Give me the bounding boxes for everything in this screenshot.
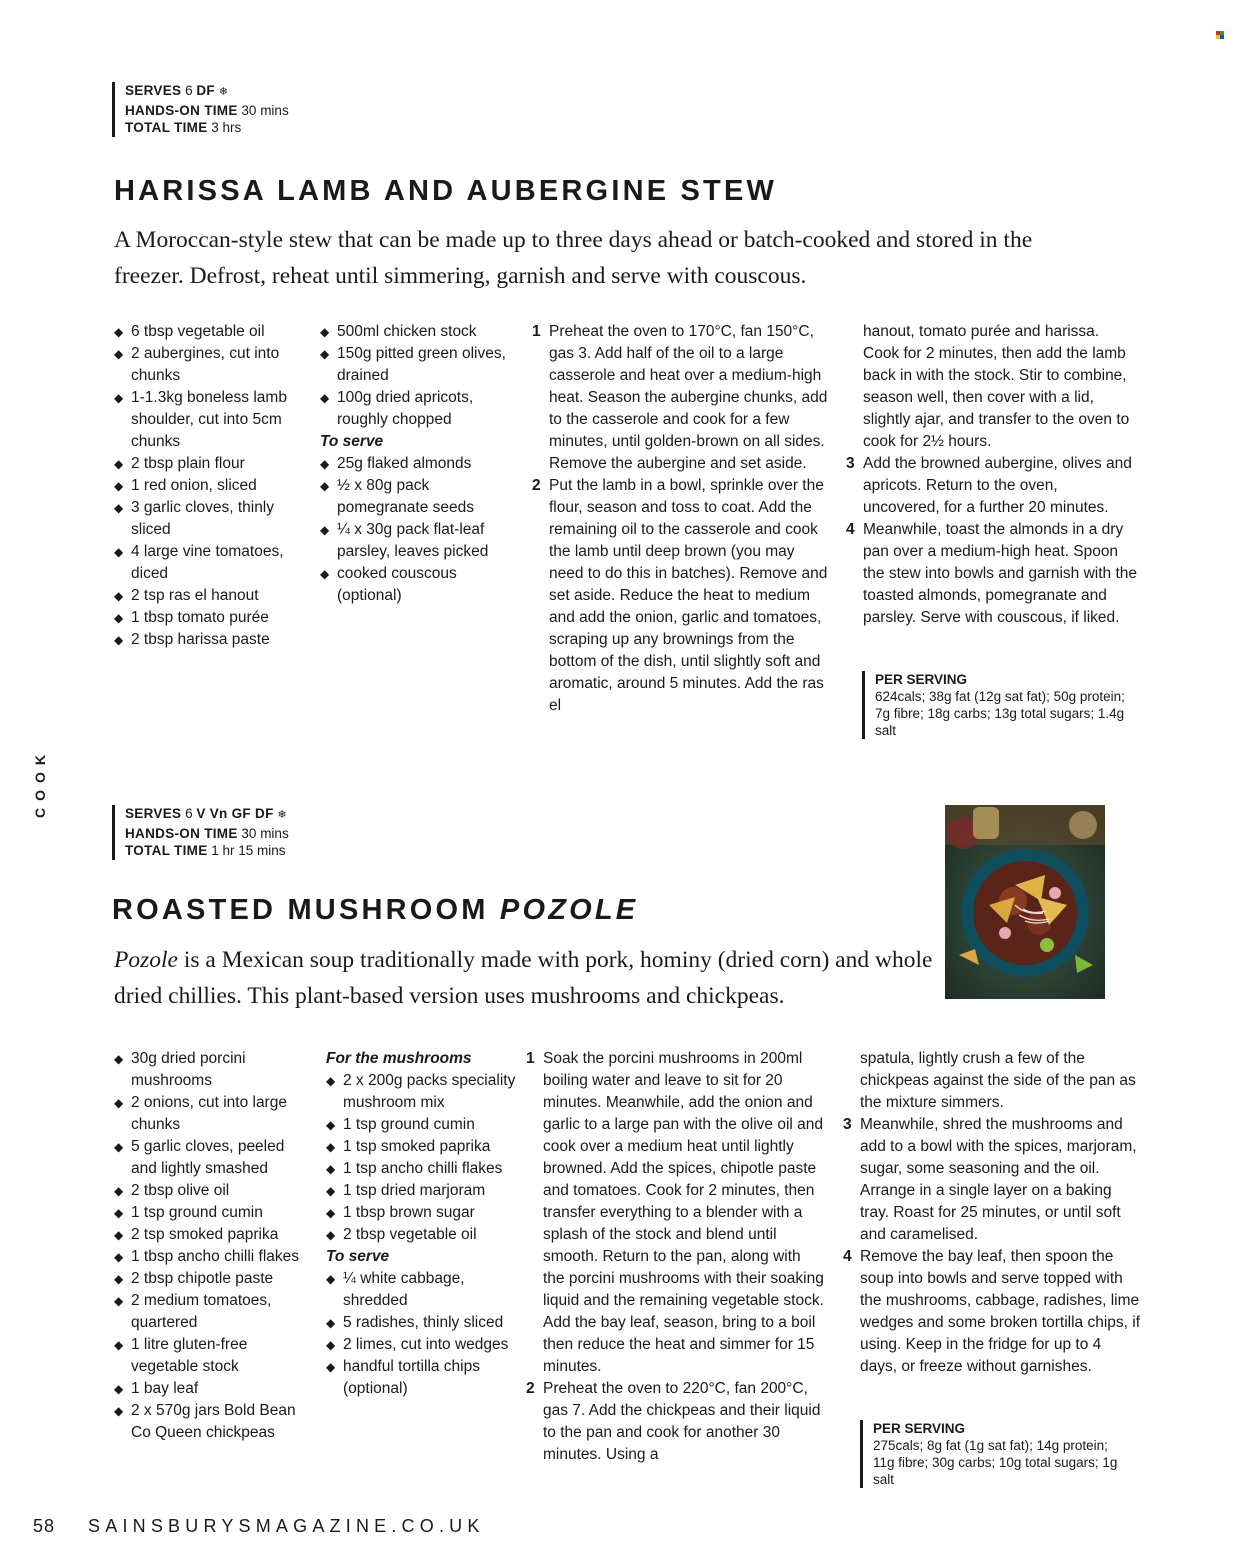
step-text: Preheat the oven to 170°C, fan 150°C, gas 3. Add half of the oil to a large casserole and heat over a medium-high heat. Season the aubergine chunks, add to the casserole and cook for a few minutes, until golden-brown on all sides. Remove the aubergine and set aside. <box>549 323 828 472</box>
step-text: Remove the bay leaf, then spoon the soup into bowls and serve topped with the mushrooms, cabbage, radishes, lime wedges and some broken tortilla chips, if using. Keep in the fridge for up to 4 days, or freeze without garnishes. <box>860 1248 1141 1375</box>
ingredient-item: ◆ 5 garlic cloves, peeled and lightly smashed <box>114 1136 314 1180</box>
recipe2-title: ROASTED MUSHROOM POZOLE <box>112 894 639 926</box>
step-number: 4 <box>843 1248 852 1265</box>
mushroom-item: ◆ 2 tbsp vegetable oil <box>326 1224 526 1246</box>
ingredient-item: ◆ 2 onions, cut into large chunks <box>114 1092 314 1136</box>
ingredient-item: ◆ 100g dried apricots, roughly chopped <box>320 387 520 431</box>
step-number: 2 <box>526 1380 535 1397</box>
ingredient-item: ◆ 6 tbsp vegetable oil <box>114 321 314 343</box>
recipe2-nutrition: PER SERVING 275cals; 8g fat (1g sat fat); 14g protein; 11g fibre; 30g carbs; 10g total sugars; 1g salt <box>860 1420 1130 1488</box>
method-step <box>526 1378 826 1466</box>
mushroom-item: ◆ 1 tsp ground cumin <box>326 1114 526 1136</box>
step-number: 3 <box>843 1116 852 1133</box>
recipe2-ingredients-col2 <box>326 1048 526 1400</box>
recipe2-serve-heading: To serve <box>326 1248 390 1265</box>
ingredient-item: ◆ 4 large vine tomatoes, diced <box>114 541 314 585</box>
website-link[interactable]: SAINSBURYSMAGAZINE.CO.UK <box>88 1516 485 1536</box>
ingredient-item: ◆ 500ml chicken stock <box>320 321 520 343</box>
recipe2-ingredients-col1 <box>114 1048 314 1444</box>
ingredient-item: ◆ 2 tsp smoked paprika <box>114 1224 314 1246</box>
method-step <box>846 519 1138 629</box>
method-step <box>532 475 832 717</box>
ingredient-item: ◆ 1 tbsp tomato purée <box>114 607 314 629</box>
step-text: Add the browned aubergine, olives and apricots. Return to the oven, uncovered, for a further 20 minutes. <box>863 455 1132 516</box>
serve-item: ◆ cooked couscous (optional) <box>320 563 520 607</box>
recipe2-step2-continued: spatula, lightly crush a few of the chickpeas against the side of the pan as the mixture simmers. <box>860 1050 1136 1111</box>
ingredient-item: ◆ 2 medium tomatoes, quartered <box>114 1290 314 1334</box>
ingredient-item: ◆ 1 litre gluten-free vegetable stock <box>114 1334 314 1378</box>
method-step <box>526 1048 826 1378</box>
serve-item: ◆ ½ x 80g pack pomegranate seeds <box>320 475 520 519</box>
mushroom-item: ◆ 1 tsp ancho chilli flakes <box>326 1158 526 1180</box>
ingredient-item: ◆ 1 tsp ground cumin <box>114 1202 314 1224</box>
ingredient-item: ◆ 2 tbsp chipotle paste <box>114 1268 314 1290</box>
recipe1-intro: A Moroccan-style stew that can be made up to three days ahead or batch-cooked and stored in the freezer. Defrost, reheat until simmering, garnish and serve with couscous. <box>114 227 1033 289</box>
serve-item: ◆ 25g flaked almonds <box>320 453 520 475</box>
serve-item: ◆ 2 limes, cut into wedges <box>326 1334 526 1356</box>
step-number: 2 <box>532 477 541 494</box>
recipe1-nutrition: PER SERVING 624cals; 38g fat (12g sat fat); 50g protein; 7g fibre; 18g carbs; 13g total sugars; 1.4g salt <box>862 671 1132 739</box>
page-number: 58 <box>33 1516 56 1536</box>
ingredient-item: ◆ 2 tsp ras el hanout <box>114 585 314 607</box>
recipe1-meta: SERVES 6 DF ❄ HANDS-ON TIME 30 mins TOTAL TIME 3 hrs <box>112 82 289 137</box>
step-number: 1 <box>532 323 541 340</box>
method-step <box>843 1114 1141 1246</box>
recipe1-serve-heading: To serve <box>320 433 384 450</box>
recipe2-method-col2 <box>843 1048 1141 1378</box>
ingredient-item: ◆ 1 red onion, sliced <box>114 475 314 497</box>
snowflake-icon: ❄ <box>277 809 287 821</box>
recipe1-ingredients-col1 <box>114 321 314 651</box>
step-text: Soak the porcini mushrooms in 200ml boiling water and leave to sit for 20 minutes. Meanwhile, add the onion and garlic to a large pan with the olive oil and cook over a medium heat until lightly browned. Add the spices, chipotle paste and tomatoes. Cook for 2 minutes, then transfer everything to a blender with a splash of the stock and blend until smooth. Return to the pan, along with the porcini mushrooms with their soaking liquid and the remaining vegetable stock. Add the bay leaf, season, bring to a boil then reduce the heat and simmer for 15 minutes. <box>543 1050 824 1375</box>
mushroom-item: ◆ 2 x 200g packs speciality mushroom mix <box>326 1070 526 1114</box>
section-side-label: COOK <box>32 748 48 818</box>
recipe2-meta: SERVES 6 V Vn GF DF ❄ HANDS-ON TIME 30 mins TOTAL TIME 1 hr 15 mins <box>112 805 289 860</box>
serve-item: ◆ ¼ x 30g pack flat-leaf parsley, leaves picked <box>320 519 520 563</box>
method-step <box>843 1246 1141 1378</box>
snowflake-icon: ❄ <box>218 86 228 98</box>
method-step <box>846 453 1138 519</box>
step-text: Meanwhile, toast the almonds in a dry pan over a medium-high heat. Spoon the stew into bowls and garnish with the toasted almonds, pomegranate and parsley. Serve with couscous, if liked. <box>863 521 1137 626</box>
ingredient-item: ◆ 1 bay leaf <box>114 1378 314 1400</box>
recipe2-mushroom-heading: For the mushrooms <box>326 1050 472 1067</box>
step-text: Preheat the oven to 220°C, fan 200°C, gas 7. Add the chickpeas and their liquid to the pan and cook for another 30 minutes. Using a <box>543 1380 821 1463</box>
step-number: 1 <box>526 1050 535 1067</box>
mushroom-item: ◆ 1 tsp dried marjoram <box>326 1180 526 1202</box>
recipe1-method-col1 <box>532 321 832 717</box>
ingredient-item: ◆ 30g dried porcini mushrooms <box>114 1048 314 1092</box>
page-footer <box>33 1516 485 1537</box>
recipe2-intro: Pozole is a Mexican soup traditionally made with pork, hominy (dried corn) and whole dried chillies. This plant-based version uses mushrooms and chickpeas. <box>114 947 933 1009</box>
method-step <box>532 321 832 475</box>
recipe1-step2-continued: hanout, tomato purée and harissa. Cook for 2 minutes, then add the lamb back in with the stock. Stir to combine, season well, then cover with a lid, slightly ajar, and transfer to the oven to cook for 2½ hours. <box>863 323 1130 450</box>
recipe1-ingredients-col2 <box>320 321 520 607</box>
step-text: Put the lamb in a bowl, sprinkle over the flour, season and toss to coat. Add the remaining oil to the casserole and cook the lamb until deep brown (you may need to do this in batches). Remove and set aside. Reduce the heat to medium and add the onion, garlic and tomatoes, scraping up any brownings from the bottom of the dish, until slightly soft and aromatic, around 5 minutes. Add the ras el <box>549 477 828 714</box>
ingredient-item: ◆ 2 aubergines, cut into chunks <box>114 343 314 387</box>
print-registration-mark <box>1216 31 1225 40</box>
serve-item: ◆ ¼ white cabbage, shredded <box>326 1268 526 1312</box>
ingredient-item: ◆ 1-1.3kg boneless lamb shoulder, cut into 5cm chunks <box>114 387 314 453</box>
ingredient-item: ◆ 2 tbsp olive oil <box>114 1180 314 1202</box>
serve-item: ◆ 5 radishes, thinly sliced <box>326 1312 526 1334</box>
mushroom-item: ◆ 1 tbsp brown sugar <box>326 1202 526 1224</box>
mushroom-item: ◆ 1 tsp smoked paprika <box>326 1136 526 1158</box>
step-number: 3 <box>846 455 855 472</box>
step-text: Meanwhile, shred the mushrooms and add to a bowl with the spices, marjoram, sugar, some seasoning and the oil. Arrange in a single layer on a baking tray. Roast for 25 minutes, or until soft and caramelised. <box>860 1116 1137 1243</box>
ingredient-item: ◆ 150g pitted green olives, drained <box>320 343 520 387</box>
step-number: 4 <box>846 521 855 538</box>
ingredient-item: ◆ 3 garlic cloves, thinly sliced <box>114 497 314 541</box>
pozole-photo <box>945 805 1105 999</box>
ingredient-item: ◆ 2 tbsp harissa paste <box>114 629 314 651</box>
ingredient-item: ◆ 2 tbsp plain flour <box>114 453 314 475</box>
ingredient-item: ◆ 1 tbsp ancho chilli flakes <box>114 1246 314 1268</box>
serve-item: ◆ handful tortilla chips (optional) <box>326 1356 526 1400</box>
recipe1-title: HARISSA LAMB AND AUBERGINE STEW <box>114 175 778 207</box>
recipe1-method-col2 <box>846 321 1138 629</box>
ingredient-item: ◆ 2 x 570g jars Bold Bean Co Queen chickpeas <box>114 1400 314 1444</box>
recipe2-method-col1 <box>526 1048 826 1466</box>
